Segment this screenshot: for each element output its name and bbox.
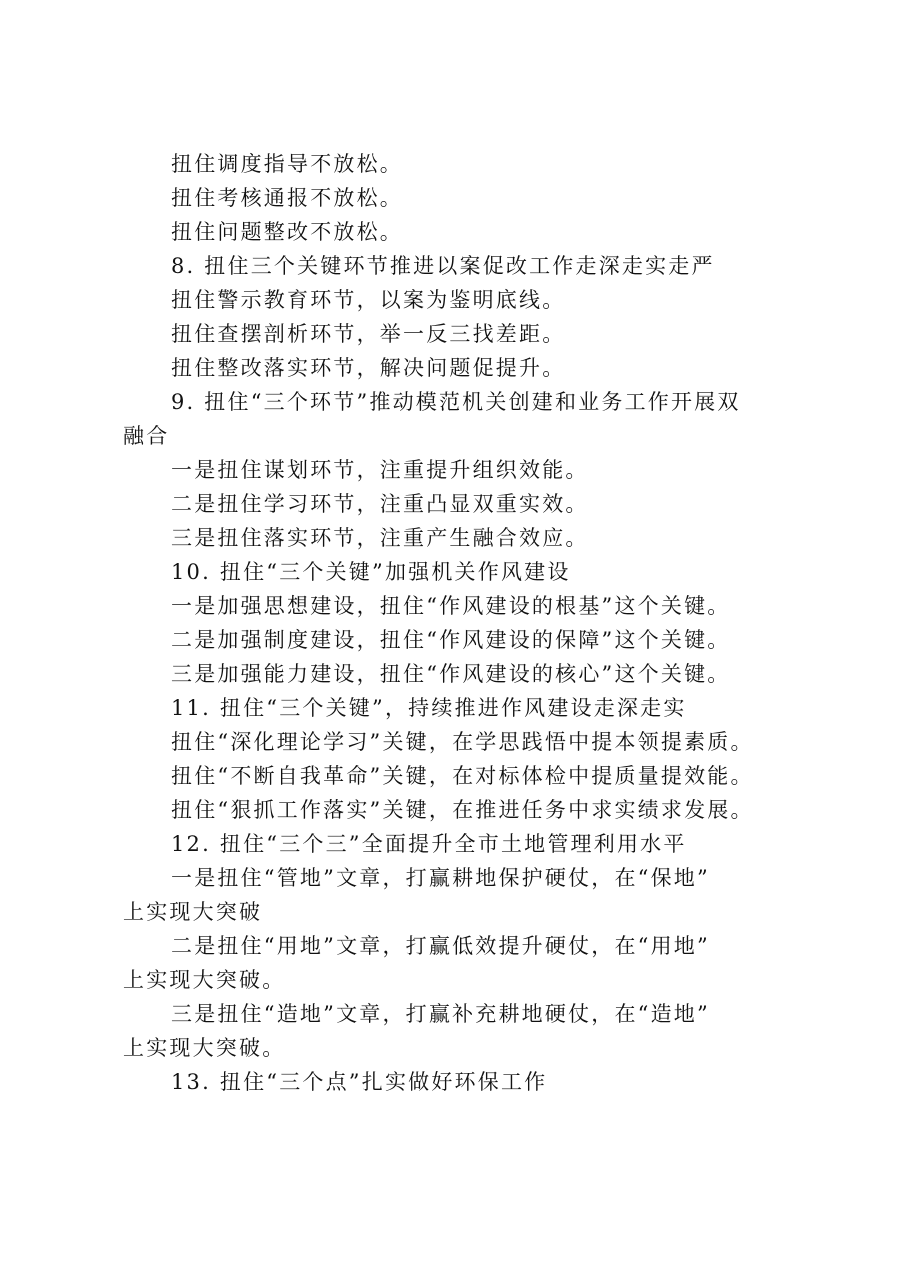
- paragraph: 一是扭住谋划环节，注重提升组织效能。: [171, 458, 589, 482]
- section-heading-11: 11. 扭住“三个关键”，持续推进作风建设走深走实: [171, 696, 687, 720]
- section-heading-9: 9. 扭住“三个环节”推动模范机关创建和业务工作开展双: [171, 390, 741, 414]
- paragraph: 扭住问题整改不放松。: [171, 220, 403, 244]
- paragraph: 扭住调度指导不放松。: [171, 152, 403, 176]
- paragraph: 二是扭住学习环节，注重凸显双重实效。: [171, 492, 589, 516]
- paragraph: 一是扭住“管地”文章，打赢耕地保护硬仗，在“保地”: [171, 866, 710, 890]
- paragraph: 扭住“不断自我革命”关键，在对标体检中提质量提效能。: [171, 764, 754, 788]
- paragraph: 扭住“深化理论学习”关键，在学思践悟中提本领提素质。: [171, 730, 754, 754]
- section-heading-13: 13. 扭住“三个点”扎实做好环保工作: [171, 1070, 548, 1094]
- section-heading-10: 10. 扭住“三个关键”加强机关作风建设: [171, 560, 571, 584]
- paragraph: 扭住查摆剖析环节，举一反三找差距。: [171, 322, 566, 346]
- paragraph: 扭住考核通报不放松。: [171, 186, 403, 210]
- paragraph: 二是加强制度建设，扭住“作风建设的保障”这个关键。: [171, 628, 731, 652]
- paragraph: 一是加强思想建设，扭住“作风建设的根基”这个关键。: [171, 594, 731, 618]
- paragraph: 二是扭住“用地”文章，打赢低效提升硬仗，在“用地”: [171, 934, 710, 958]
- paragraph: 扭住警示教育环节，以案为鉴明底线。: [171, 288, 566, 312]
- paragraph: 三是加强能力建设，扭住“作风建设的核心”这个关键。: [171, 662, 731, 686]
- section-heading-9-continuation: 融合: [123, 424, 170, 448]
- paragraph-continuation: 上实现大突破。: [123, 968, 286, 992]
- paragraph-continuation: 上实现大突破。: [123, 1036, 286, 1060]
- paragraph: 扭住“狠抓工作落实”关键，在推进任务中求实绩求发展。: [171, 798, 754, 822]
- paragraph-continuation: 上实现大突破: [123, 900, 263, 924]
- paragraph: 三是扭住落实环节，注重产生融合效应。: [171, 526, 589, 550]
- paragraph: 三是扭住“造地”文章，打赢补充耕地硬仗，在“造地”: [171, 1002, 710, 1026]
- section-heading-12: 12. 扭住“三个三”全面提升全市土地管理利用水平: [171, 832, 687, 856]
- section-heading-8: 8. 扭住三个关键环节推进以案促改工作走深走实走严: [171, 254, 715, 278]
- document-body: [123, 147, 803, 1099]
- paragraph: 扭住整改落实环节，解决问题促提升。: [171, 356, 566, 380]
